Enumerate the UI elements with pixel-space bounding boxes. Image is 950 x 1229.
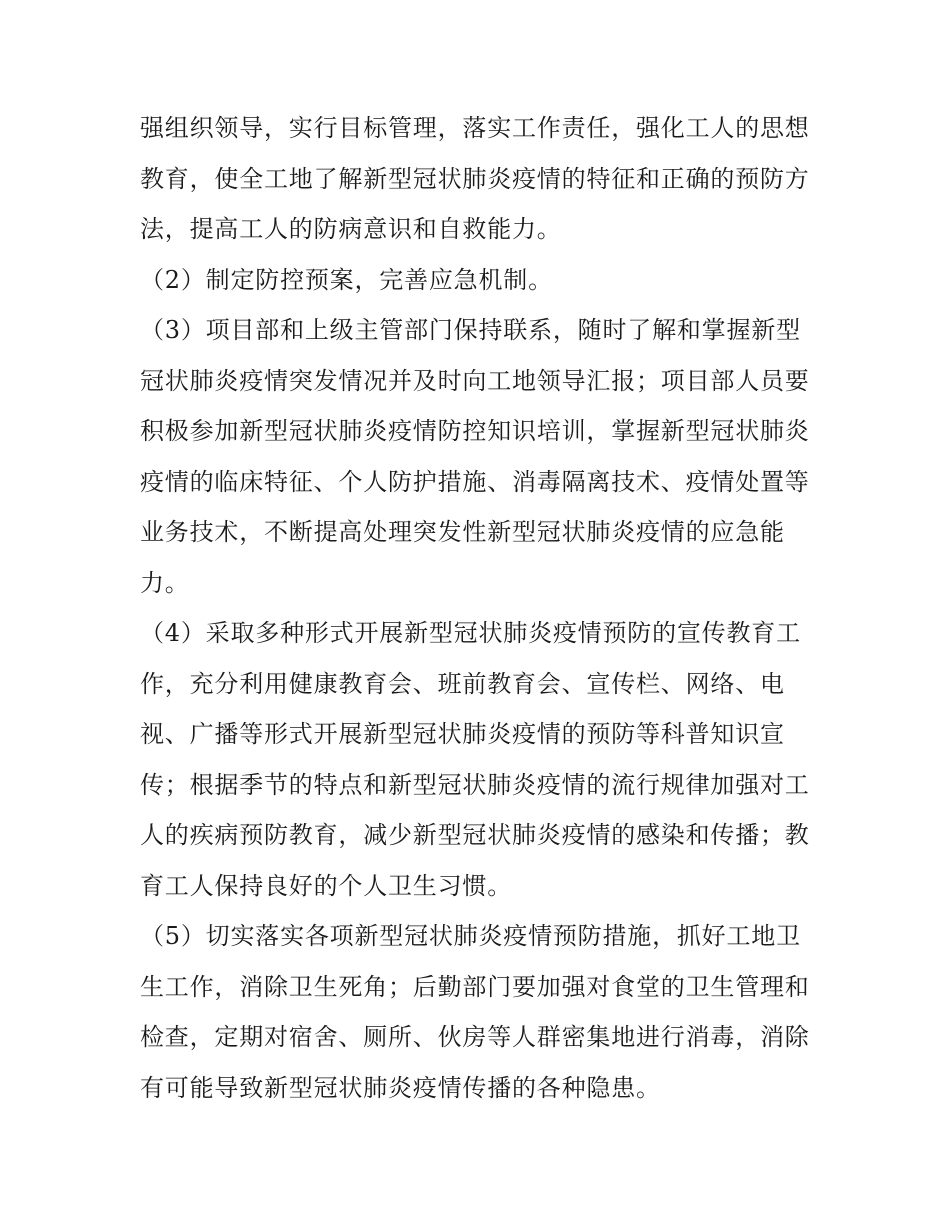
paragraph-item-5: （5）切实落实各项新型冠状肺炎疫情预防措施，抓好工地卫生工作，消除卫生死角；后勤部门要加强对食堂的卫生管理和检查，定期对宿舍、厕所、伙房等人群密集地进行消毒，消除有可能导致新型冠状肺炎疫情传播的各种隐患。 — [140, 922, 810, 1102]
paragraph-intro: 强组织领导，实行目标管理，落实工作责任，强化工人的思想教育，使全工地了解新型冠状肺炎疫情的特征和正确的预防方法，提高工人的防病意识和自救能力。 — [140, 114, 810, 243]
paragraph-item-3: （3）项目部和上级主管部门保持联系，随时了解和掌握新型冠状肺炎疫情突发情况并及时向工地领导汇报；项目部人员要积极参加新型冠状肺炎疫情防控知识培训，掌握新型冠状肺炎疫情的临床特征、个人防护措施、消毒隔离技术、疫情处置等业务技术，不断提高处理突发性新型冠状肺炎疫情的应急能力。 — [140, 316, 810, 597]
paragraph-item-4: （4）采取多种形式开展新型冠状肺炎疫情预防的宣传教育工作，充分利用健康教育会、班前教育会、宣传栏、网络、电视、广播等形式开展新型冠状肺炎疫情的预防等科普知识宣传；根据季节的特点和新型冠状肺炎疫情的流行规律加强对工人的疾病预防教育，减少新型冠状肺炎疫情的感染和传播；教育工人保持良好的个人卫生习惯。 — [140, 619, 810, 900]
paragraph-item-2: （2）制定防控预案，完善应急机制。 — [140, 265, 553, 294]
document-body — [140, 103, 820, 1113]
